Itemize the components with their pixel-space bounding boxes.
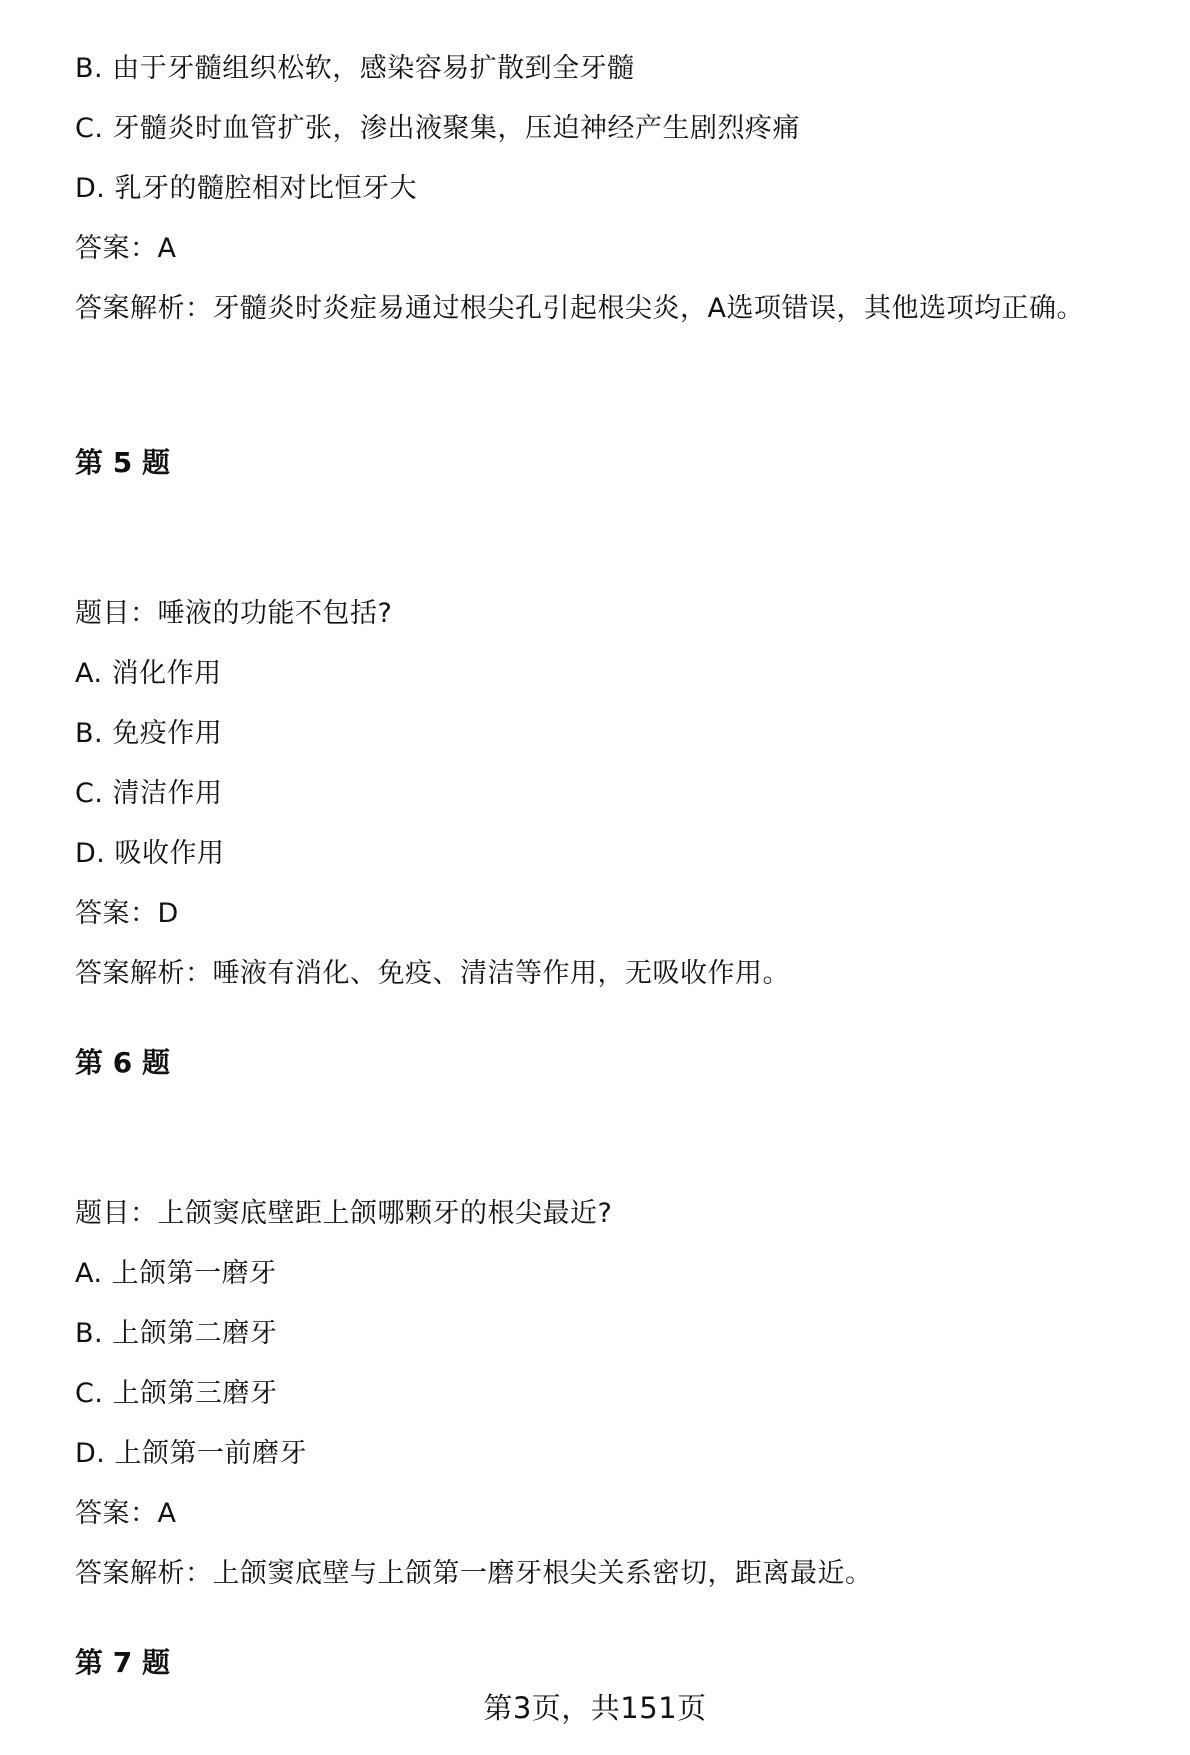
q5-heading: 第 5 题 — [75, 446, 170, 479]
q4-option-d: D. 乳牙的髓腔相对比恒牙大 — [75, 173, 417, 204]
page-footer: 第3页，共151页 — [483, 1691, 707, 1725]
q6-option-b: B. 上颌第二磨牙 — [75, 1318, 278, 1349]
q5-question: 题目：唾液的功能不包括? — [75, 598, 393, 629]
q5-answer: 答案：D — [75, 898, 179, 929]
q4-explanation: 答案解析：牙髓炎时炎症易通过根尖孔引起根尖炎，A选项错误，其他选项均正确。 — [75, 293, 1084, 324]
q4-option-b: B. 由于牙髓组织松软，感染容易扩散到全牙髓 — [75, 53, 635, 84]
q6-option-a: A. 上颌第一磨牙 — [75, 1258, 277, 1289]
q6-option-c: C. 上颌第三磨牙 — [75, 1378, 278, 1409]
q4-answer: 答案：A — [75, 233, 177, 264]
q5-option-b: B. 免疫作用 — [75, 718, 223, 749]
q5-explanation: 答案解析：唾液有消化、免疫、清洁等作用，无吸收作用。 — [75, 958, 790, 989]
q6-explanation: 答案解析：上颌窦底壁与上颌第一磨牙根尖关系密切，距离最近。 — [75, 1558, 873, 1589]
q5-option-c: C. 清洁作用 — [75, 778, 223, 809]
q5-option-d: D. 吸收作用 — [75, 838, 225, 869]
q5-option-a: A. 消化作用 — [75, 658, 222, 689]
q4-option-c: C. 牙髓炎时血管扩张，渗出液聚集，压迫神经产生剧烈疼痛 — [75, 113, 801, 144]
q6-option-d: D. 上颌第一前磨牙 — [75, 1438, 307, 1469]
q7-heading: 第 7 题 — [75, 1646, 170, 1679]
q6-question: 题目：上颌窦底壁距上颌哪颗牙的根尖最近? — [75, 1198, 613, 1229]
q6-heading: 第 6 题 — [75, 1046, 170, 1079]
q6-answer: 答案：A — [75, 1498, 177, 1529]
